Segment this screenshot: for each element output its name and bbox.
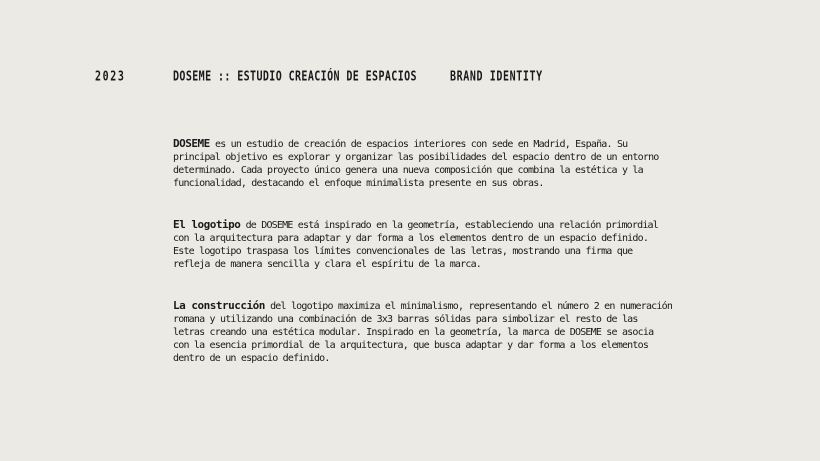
paragraph-intro-text: es un estudio de creación de espacios interiores con sede en Madrid, España. Su principal objetivo es explorar y organizar las posibilidades del espacio dentro de un entorno determinado. Cada proyecto único genera una nueva composición que combina la estética y la funcionalidad, destacando el enfoque minimalista presente en sus obras. [173,139,659,189]
header-brand-identity-label: BRAND IDENTITY [450,70,543,85]
paragraph-logotipo [173,218,673,271]
paragraph-logotipo-text: de DOSEME está inspirado en la geometría, estableciendo una relación primordial con la arquitectura para adaptar y dar forma a los elementos dentro de un espacio definido. Este logotipo traspasa los límites convencionales de las letras, mostrando una firma que refleja de manera sencilla y clara el espíritu de la marca. [173,220,659,270]
paragraph-intro [173,137,673,190]
header-year: 2023 [95,70,126,85]
header-title: DOSEME :: ESTUDIO CREACIÓN DE ESPACIOS [173,70,417,85]
paragraph-construccion-lead: La construcción [173,299,265,312]
paragraph-construccion-text: del logotipo maximiza el minimalismo, representando el número 2 en numeración romana y utilizando una combinación de 3x3 barras sólidas para simbolizar el resto de las letras creando una estética modular. Inspirado en la geometría, la marca de DOSEME se asocia con la esencia primordial de la arquitectura, que busca adaptar y dar forma a los elementos dentro de un espacio definido. [173,301,673,364]
paragraph-construccion [173,299,673,365]
paragraph-intro-lead: DOSEME [173,137,210,150]
slide-body [173,137,673,393]
paragraph-logotipo-lead: El logotipo [173,218,241,231]
